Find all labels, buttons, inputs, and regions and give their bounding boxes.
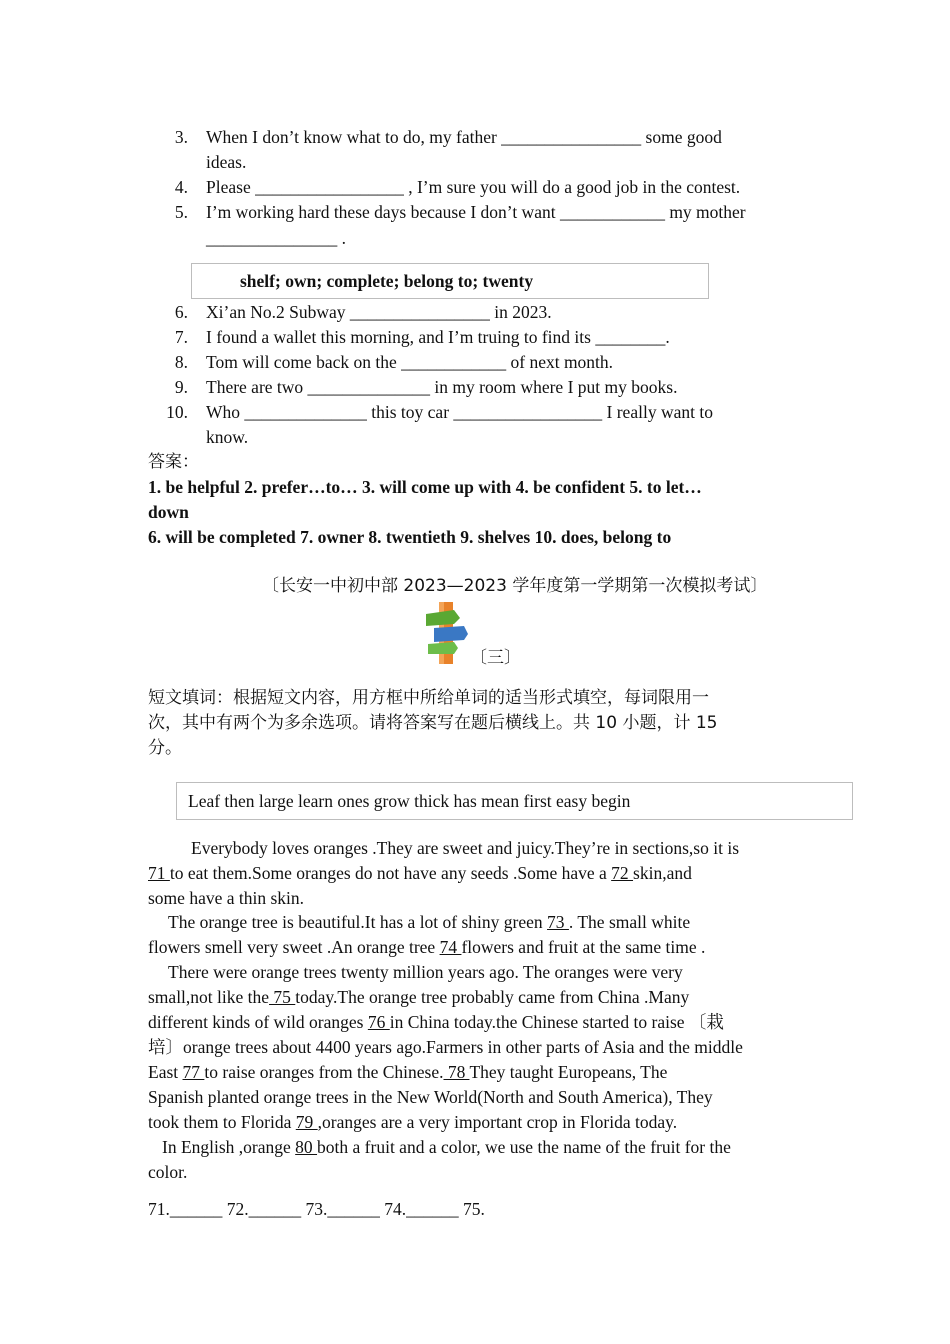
item-number: 7. xyxy=(174,327,188,347)
item-text-cont: know. xyxy=(206,427,249,447)
passage-line: different kinds of wild oranges 76 in China today.the Chinese started to raise 〔栽 xyxy=(148,1012,724,1032)
item-text: Xi’an No.2 Subway ________________ in 2023. xyxy=(206,302,552,322)
word-box xyxy=(176,782,853,820)
instruction-text: 次，其中有两个为多余选项。请将答案写在题后横线上。共 10 小题，计 15 xyxy=(148,713,718,733)
item-text: I’m working hard these days because I don’t want ____________ my mother xyxy=(206,202,746,222)
signpost-logo-icon xyxy=(424,600,470,666)
passage-line: In English ,orange 80 both a fruit and a color, we use the name of the fruit for the xyxy=(162,1137,731,1157)
passage-line: East 77 to raise oranges from the Chinese. 78 They taught Europeans, The xyxy=(148,1062,668,1082)
passage-line: 培〕orange trees about 4400 years ago.Farmers in other parts of Asia and the middle xyxy=(148,1037,743,1057)
blank-79: 79 xyxy=(295,1112,318,1132)
passage-line: 71 to eat them.Some oranges do not have any seeds .Some have a 72 skin,and xyxy=(148,863,692,883)
answer-line: down xyxy=(148,502,189,522)
item-number: 5. xyxy=(174,202,188,222)
passage-line: flowers smell very sweet .An orange tree 74 flowers and fruit at the same time . xyxy=(148,937,706,957)
section-number: 〔三〕 xyxy=(470,648,521,668)
item-number: 4. xyxy=(174,177,188,197)
item-text: There are two ______________ in my room where I put my books. xyxy=(206,377,678,397)
item-text: Who ______________ this toy car _________________ I really want to xyxy=(206,402,713,422)
blank-72: 72 xyxy=(611,863,634,883)
blank-80: 80 xyxy=(295,1137,318,1157)
passage-line: some have a thin skin. xyxy=(148,888,305,908)
blank-78: 78 xyxy=(443,1062,470,1082)
item-number: 8. xyxy=(174,352,188,372)
blank-71: 71 xyxy=(148,863,170,883)
item-number: 6. xyxy=(174,302,188,322)
word-box xyxy=(191,263,709,299)
blank-74: 74 xyxy=(439,937,462,957)
passage-line: Everybody loves oranges .They are sweet and juicy.They’re in sections,so it is xyxy=(191,838,740,858)
blank-75: 75 xyxy=(269,987,296,1007)
passage-line: small,not like the 75 today.The orange tree probably came from China .Many xyxy=(148,987,690,1007)
instruction-text: 分。 xyxy=(148,738,182,758)
item-text: When I don’t know what to do, my father ________________ some good xyxy=(206,127,722,147)
answer-label: 答案： xyxy=(148,452,199,472)
item-text-cont: ideas. xyxy=(206,152,247,172)
item-text-cont: _______________ . xyxy=(206,228,346,248)
blank-76: 76 xyxy=(367,1012,390,1032)
item-text: Tom will come back on the ____________ of next month. xyxy=(206,352,614,372)
passage-line: Spanish planted orange trees in the New World(North and South America), They xyxy=(148,1087,713,1107)
item-text: Please _________________ , I’m sure you will do a good job in the contest. xyxy=(206,177,741,197)
item-number: 9. xyxy=(174,377,188,397)
item-number: 10. xyxy=(166,402,188,422)
word-box-words: Leaf then large learn ones grow thick has mean first easy begin xyxy=(188,791,631,811)
item-text: I found a wallet this morning, and I’m truing to find its ________. xyxy=(206,327,670,347)
passage-line: color. xyxy=(148,1162,188,1182)
item-number: 3. xyxy=(174,127,188,147)
answer-blanks: 71.______ 72.______ 73.______ 74.______ 75. xyxy=(148,1199,485,1219)
instruction-text: 短文填词：根据短文内容，用方框中所给单词的适当形式填空，每词限用一 xyxy=(148,688,709,708)
answer-line: 1. be helpful 2. prefer…to… 3. will come up with 4. be confident 5. to let… xyxy=(148,477,702,497)
word-box-words: shelf; own; complete; belong to; twenty xyxy=(240,271,534,291)
passage-line: The orange tree is beautiful.It has a lot of shiny green 73 . The small white xyxy=(168,912,691,932)
passage-line: took them to Florida 79 ,oranges are a very important crop in Florida today. xyxy=(148,1112,678,1132)
blank-73: 73 xyxy=(547,912,569,932)
answer-line: 6. will be completed 7. owner 8. twentieth 9. shelves 10. does, belong to xyxy=(148,527,672,547)
exam-title: 〔长安一中初中部 2023—2023 学年度第一学期第一次模拟考试〕 xyxy=(262,576,768,596)
passage-line: There were orange trees twenty million years ago. The oranges were very xyxy=(168,962,683,982)
blank-77: 77 xyxy=(182,1062,205,1082)
